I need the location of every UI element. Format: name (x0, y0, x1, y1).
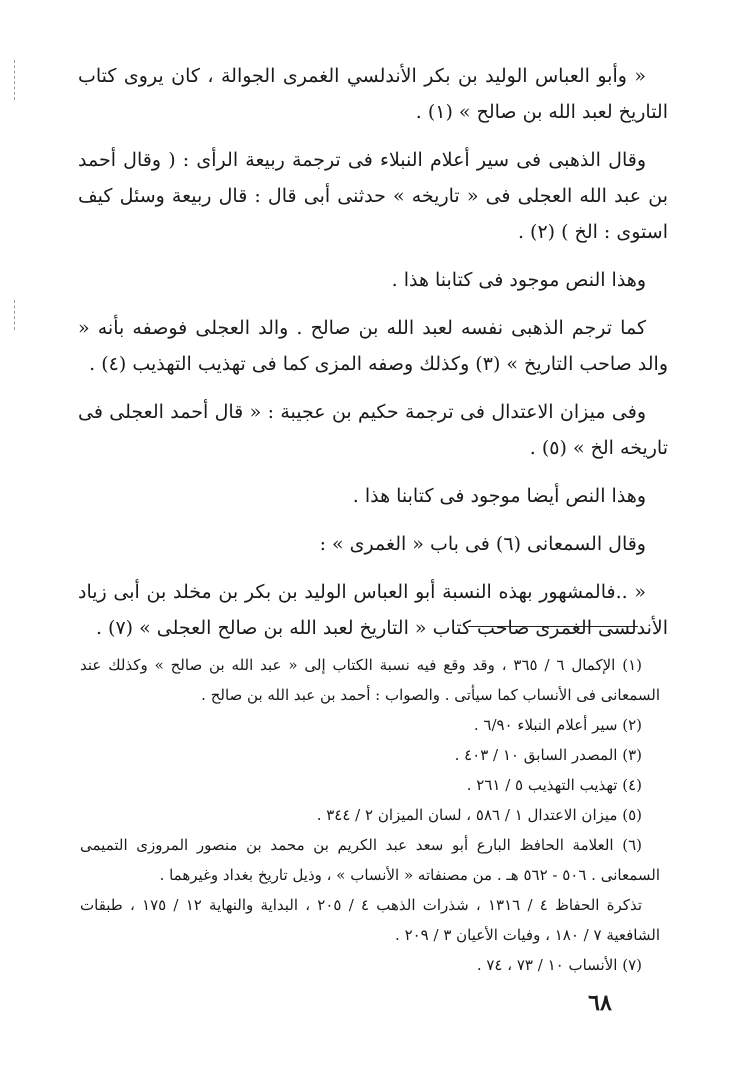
page-number: ٦٨ (588, 990, 612, 1016)
paragraph-3: وهذا النص موجود فى كتابنا هذا . (391, 269, 646, 291)
footnote-7: (٧) الأنساب ١٠ / ٧٣ ، ٧٤ . (476, 956, 642, 974)
paragraph-6: وهذا النص أيضا موجود فى كتابنا هذا . (352, 485, 646, 507)
paragraph-4: كما ترجم الذهبى نفسه لعبد الله بن صالح . والد العجلى فوصفه بأنه « والد صاحب التاريخ » (٣) وكذلك وصفه المزى كما فى تهذيب التهذيب (٤) . (78, 317, 668, 375)
scan-margin-mark (14, 60, 16, 100)
footnote-4: (٤) تهذيب التهذيب ٥ / ٢٦١ . (466, 776, 642, 794)
paragraph-5: وفى ميزان الاعتدال فى ترجمة حكيم بن عجيبة : « قال أحمد العجلى فى تاريخه الخ » (٥) . (78, 401, 668, 459)
footnote-5: (٥) ميزان الاعتدال ١ / ٥٨٦ ، لسان الميزان ٢ / ٣٤٤ . (316, 806, 642, 824)
scan-margin-mark (14, 300, 16, 330)
footnote-3: (٣) المصدر السابق ١٠ / ٤٠٣ . (454, 746, 642, 764)
main-text (78, 58, 668, 658)
paragraph-1: « وأبو العباس الوليد بن بكر الأندلسي الغمرى الجوالة ، كان يروى كتاب التاريخ لعبد الله بن صالح » (١) . (78, 65, 668, 123)
footnote-1: (١) الإكمال ٦ / ٣٦٥ ، وقد وقع فيه نسبة الكتاب إلى « عبد الله بن صالح » وكذلك عند السمعانى فى الأنساب كما سيأتى . والصواب : أحمد بن عبد الله بن صالح . (80, 656, 660, 704)
footnote-6-continued: تذكرة الحفاظ ٤ / ١٣١٦ ، شذرات الذهب ٤ / ٢٠٥ ، البداية والنهاية ١٢ / ١٧٥ ، طبقات الشافعية ٧ / ١٨٠ ، وفيات الأعيان ٣ / ٢٠٩ . (80, 896, 660, 944)
paragraph-2: وقال الذهبى فى سير أعلام النبلاء فى ترجمة ربيعة الرأى : ( وقال أحمد بن عبد الله العجلى فى « تاريخه » حدثنى أبى قال : قال ربيعة وسئل كيف استوى : الخ ) (٢) . (78, 149, 668, 243)
paragraph-7: وقال السمعانى (٦) فى باب « الغمرى » : (319, 533, 646, 555)
footnotes (80, 650, 660, 980)
paragraph-8: « ..فالمشهور بهذه النسبة أبو العباس الوليد بن بكر بن مخلد بن أبى زياد الأندلسى الغمرى صاحب كتاب « التاريخ لعبد الله بن صالح العجلى » (٧) . (78, 581, 668, 639)
footnote-6: (٦) العلامة الحافظ البارع أبو سعد عبد الكريم بن محمد بن منصور المروزى التميمى السمعانى . ٥٠٦ - ٥٦٢ هـ . من مصنفاته « الأنساب » ، وذيل تاريخ بغداد وغيرهما . (80, 836, 660, 884)
footnote-separator (468, 626, 638, 627)
footnote-2: (٢) سير أعلام النبلاء ٦/٩٠ . (473, 716, 642, 734)
